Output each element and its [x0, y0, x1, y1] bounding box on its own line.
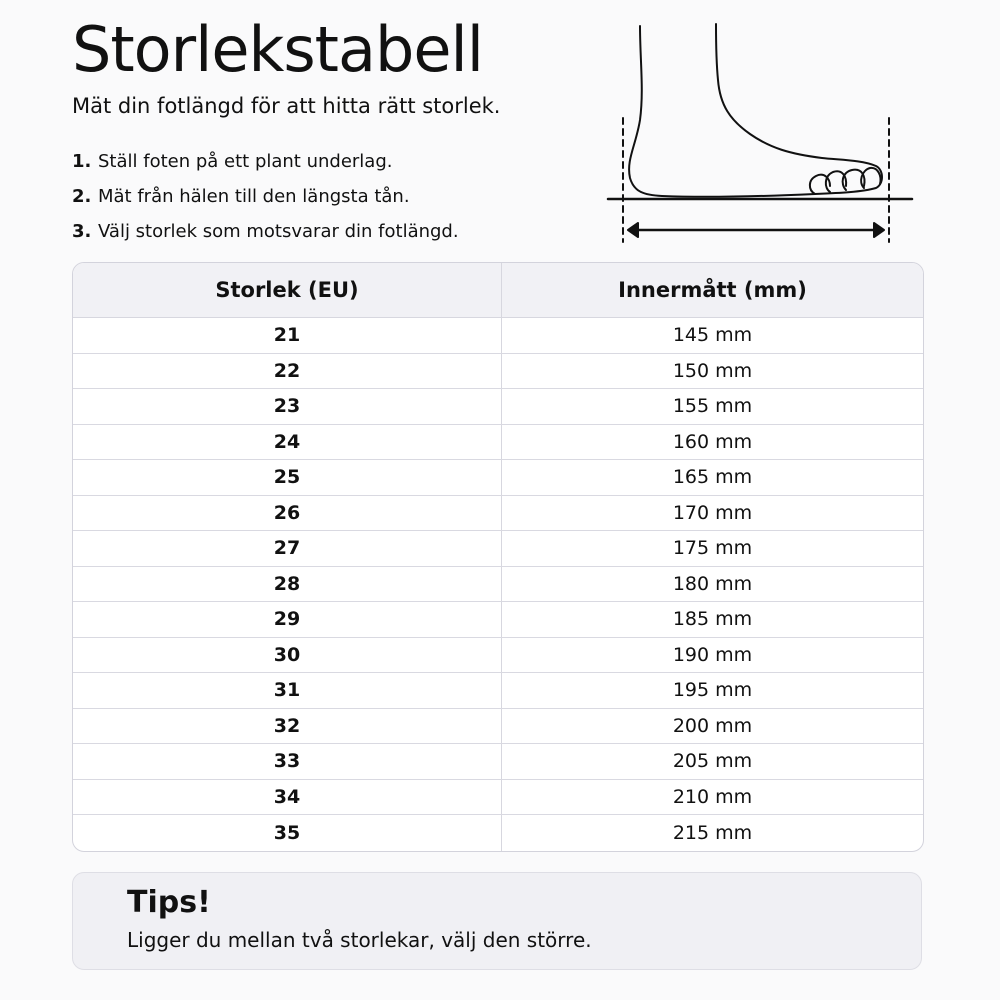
- size-cell: 31: [73, 673, 502, 708]
- table-row: [73, 389, 923, 425]
- table-row: [73, 531, 923, 567]
- tips-text: Ligger du mellan två storlekar, välj den större.: [127, 928, 592, 952]
- table-row: [73, 744, 923, 780]
- step-item: [72, 144, 459, 179]
- inner-length-cell: 210 mm: [672, 785, 753, 808]
- step-number: 2.: [72, 186, 92, 207]
- step-text: Ställ foten på ett plant underlag.: [98, 151, 393, 172]
- size-cell: 21: [73, 318, 502, 353]
- step-number: 3.: [72, 221, 92, 242]
- table-row: [73, 318, 923, 354]
- step-item: [72, 179, 459, 214]
- size-cell: 23: [73, 389, 502, 424]
- foot-measure-icon: [600, 20, 920, 250]
- inner-length-cell: 175 mm: [672, 537, 753, 560]
- inner-length-cell: 150 mm: [672, 359, 753, 382]
- step-item: [72, 214, 459, 249]
- inner-length-cell: 180 mm: [672, 572, 753, 595]
- inner-length-cell: 165 mm: [672, 466, 753, 489]
- inner-length-cell: 160 mm: [672, 430, 753, 453]
- inner-length-cell: 195 mm: [672, 679, 753, 702]
- size-cell: 27: [73, 531, 502, 566]
- inner-length-cell: 170 mm: [672, 501, 753, 524]
- size-cell: 24: [73, 425, 502, 460]
- table-row: [73, 425, 923, 461]
- page-title: Storlekstabell: [72, 13, 483, 86]
- table-row: [73, 354, 923, 390]
- table-row: [73, 602, 923, 638]
- size-cell: 35: [73, 815, 502, 851]
- step-text: Välj storlek som motsvarar din fotlängd.: [98, 221, 459, 242]
- inner-length-cell: 215 mm: [672, 821, 753, 844]
- size-cell: 32: [73, 709, 502, 744]
- table-body: [73, 318, 923, 851]
- table-row: [73, 496, 923, 532]
- size-cell: 29: [73, 602, 502, 637]
- table-row: [73, 815, 923, 851]
- table-row: [73, 567, 923, 603]
- inner-length-cell: 205 mm: [672, 750, 753, 773]
- table-row: [73, 460, 923, 496]
- size-cell: 26: [73, 496, 502, 531]
- size-cell: 28: [73, 567, 502, 602]
- table-row: [73, 709, 923, 745]
- tips-title: Tips!: [127, 885, 211, 920]
- column-header-inner-length: Innermått (mm): [618, 278, 807, 302]
- tips-box: [72, 872, 922, 970]
- size-cell: 22: [73, 354, 502, 389]
- table-row: [73, 673, 923, 709]
- size-table: [72, 262, 924, 852]
- size-cell: 25: [73, 460, 502, 495]
- inner-length-cell: 185 mm: [672, 608, 753, 631]
- page-subtitle: Mät din fotlängd för att hitta rätt storlek.: [72, 94, 501, 118]
- inner-length-cell: 145 mm: [672, 324, 753, 347]
- size-cell: 34: [73, 780, 502, 815]
- step-text: Mät från hälen till den längsta tån.: [98, 186, 410, 207]
- size-cell: 30: [73, 638, 502, 673]
- column-header-size: Storlek (EU): [73, 263, 502, 317]
- table-header: [73, 263, 923, 318]
- size-cell: 33: [73, 744, 502, 779]
- instruction-steps: [72, 144, 459, 249]
- table-row: [73, 638, 923, 674]
- table-row: [73, 780, 923, 816]
- inner-length-cell: 190 mm: [672, 643, 753, 666]
- step-number: 1.: [72, 151, 92, 172]
- inner-length-cell: 155 mm: [672, 395, 753, 418]
- inner-length-cell: 200 mm: [672, 714, 753, 737]
